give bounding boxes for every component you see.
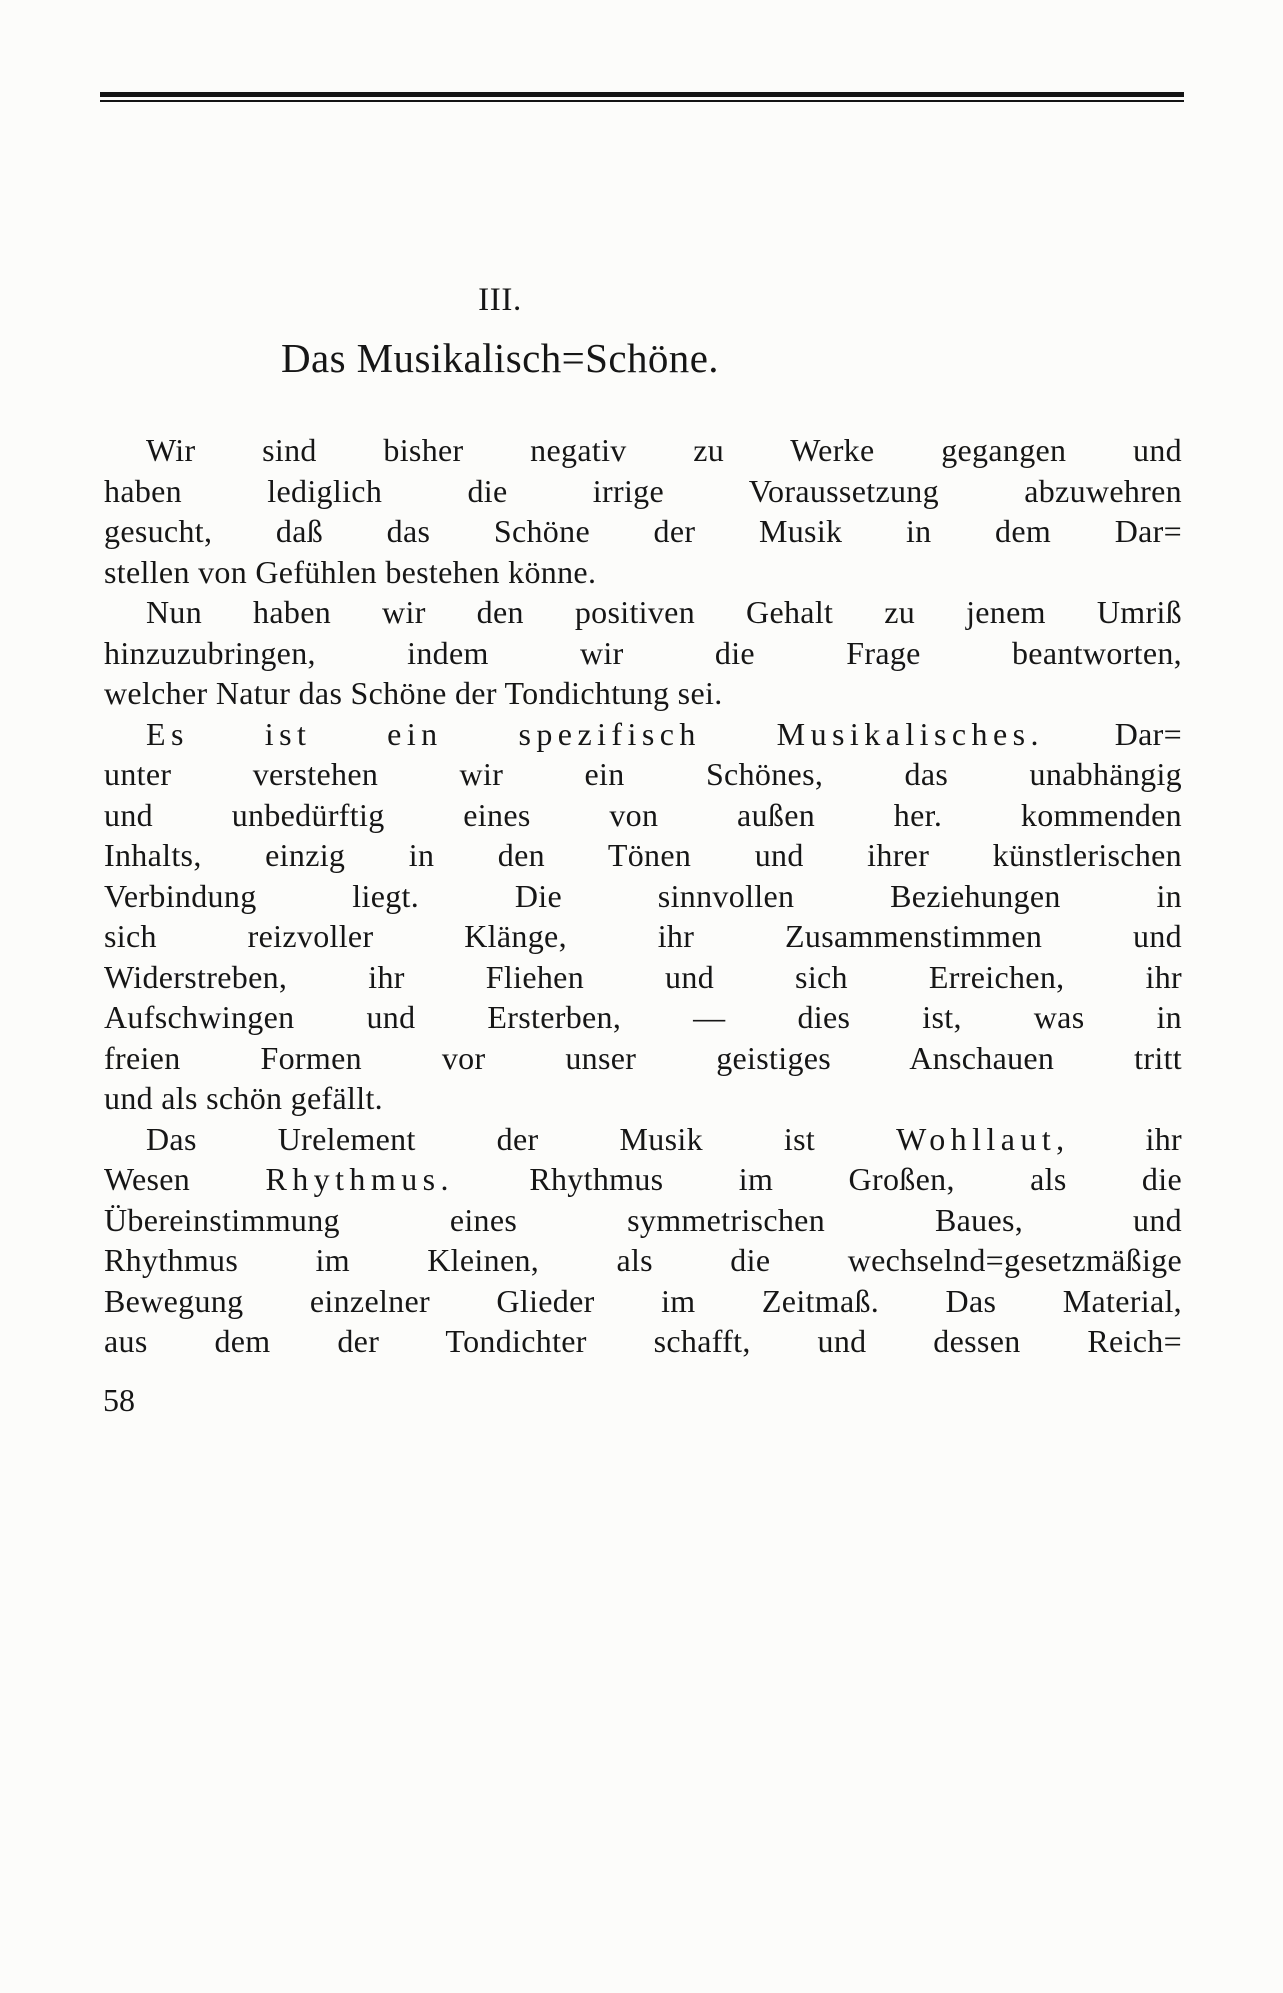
page-number: 58 [103, 1382, 135, 1418]
text-segment: haben lediglich die irrige Voraussetzung abzuwehren [104, 472, 1182, 509]
text-segment: freien Formen vor unser geistiges Anschauen tritt [104, 1039, 1182, 1076]
body-line [104, 1159, 1182, 1200]
text-segment: Wesen [104, 1161, 266, 1197]
text-segment: Verbindung liegt. Die sinnvollen Beziehungen in [104, 877, 1182, 914]
text-segment: Widerstreben, ihr Fliehen und sich Erreichen, ihr [104, 958, 1182, 995]
letterspaced-emphasis: Es ist ein spezifisch Musikalisches. [146, 715, 1044, 752]
body-line [104, 673, 1182, 714]
body-line [104, 592, 1182, 633]
body-line [104, 1240, 1182, 1281]
body-line [104, 430, 1182, 471]
body-line [104, 471, 1182, 512]
text-segment: Das Urelement der Musik ist [146, 1120, 897, 1157]
body-line [104, 835, 1182, 876]
body-text [104, 430, 1182, 1362]
text-segment: Aufschwingen und Ersterben, — dies ist, was in [104, 999, 1182, 1035]
chapter-number: III. [478, 282, 522, 318]
text-segment: gesucht, daß das Schöne der Musik in dem Dar= [104, 513, 1182, 549]
text-segment: und als schön gefällt. [104, 1080, 383, 1116]
body-line [104, 1200, 1182, 1241]
body-line [104, 795, 1182, 836]
chapter-heading-block [100, 281, 900, 383]
body-line [104, 511, 1182, 552]
body-line [104, 957, 1182, 998]
body-line [104, 997, 1182, 1038]
body-line [104, 876, 1182, 917]
top-double-rule [100, 92, 1184, 102]
text-segment: Rhythmus im Kleinen, als die wechselnd=gesetzmäßige [104, 1242, 1182, 1278]
text-segment: hinzuzubringen, indem wir die Frage beantworten, [104, 634, 1182, 671]
body-line [104, 1281, 1182, 1322]
body-line [104, 633, 1182, 674]
text-segment: unter verstehen wir ein Schönes, das unabhängig [104, 756, 1182, 792]
text-segment: Dar= [1043, 715, 1182, 752]
rule-thin-line [100, 100, 1184, 102]
letterspaced-emphasis: Wohllaut [896, 1120, 1057, 1157]
body-line [104, 1321, 1182, 1362]
text-segment: Inhalts, einzig in den Tönen und ihrer künstlerischen [104, 837, 1182, 873]
text-segment: welcher Natur das Schöne der Tondichtung sei. [104, 675, 723, 711]
text-segment: Rhythmus im Großen, als die [453, 1161, 1182, 1197]
body-line [104, 714, 1182, 755]
text-segment: Nun haben wir den positiven Gehalt zu jenem Umriß [146, 594, 1182, 630]
chapter-title: Das Musikalisch=Schöne. [281, 335, 719, 381]
body-line [104, 916, 1182, 957]
text-segment: aus dem der Tondichter schafft, und dessen Reich= [104, 1323, 1182, 1359]
rule-thick-line [100, 92, 1184, 97]
letterspaced-emphasis: Rhythmus. [265, 1161, 454, 1197]
body-line [104, 754, 1182, 795]
text-segment: Wir sind bisher negativ zu Werke gegangen und [146, 432, 1182, 468]
text-segment: Übereinstimmung eines symmetrischen Baues, und [104, 1201, 1182, 1238]
body-line [104, 1119, 1182, 1160]
text-segment: sich reizvoller Klänge, ihr Zusammenstimmen und [104, 918, 1182, 954]
text-segment: Bewegung einzelner Glieder im Zeitmaß. Das Material, [104, 1282, 1182, 1319]
text-segment: , ihr [1056, 1120, 1182, 1157]
text-segment: und unbedürftig eines von außen her. kommenden [104, 796, 1182, 833]
text-segment: stellen von Gefühlen bestehen könne. [104, 553, 597, 590]
body-line [104, 1038, 1182, 1079]
body-line [104, 552, 1182, 593]
body-line [104, 1078, 1182, 1119]
